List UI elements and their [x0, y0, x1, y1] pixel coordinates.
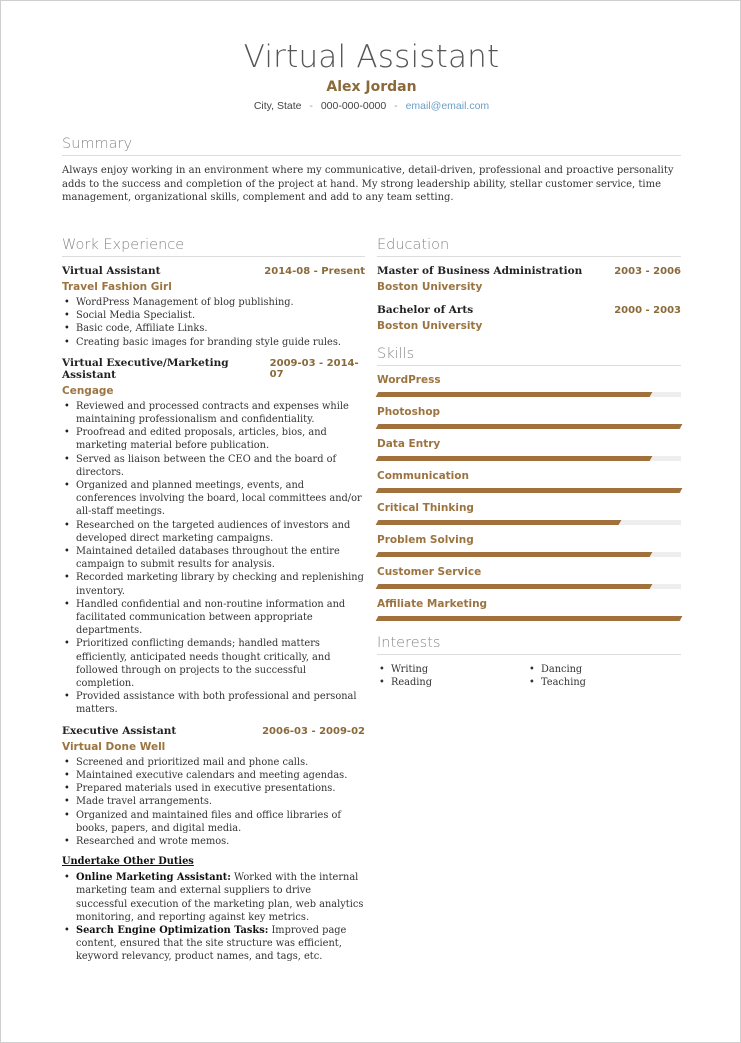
skills-list [377, 374, 681, 621]
skill-bar-fill [376, 552, 652, 557]
job-title: Virtual Assistant [62, 265, 161, 277]
job-entry [62, 725, 365, 848]
contact-separator: - [394, 100, 398, 112]
other-duties-heading: Undertake Other Duties [62, 856, 194, 868]
job-date: 2006-03 - 2009-02 [262, 725, 365, 737]
right-column [377, 237, 681, 689]
job-bullet: • Maintained detailed databases throughout the entire campaign to submit results for analysis. [62, 545, 365, 571]
education-list [377, 265, 681, 332]
job-date: 2009-03 - 2014-07 [269, 357, 359, 380]
contact-phone: 000-000-0000 [320, 100, 387, 112]
job-bullets [62, 756, 365, 848]
skill-name: Communication [377, 470, 469, 482]
job-bullet: • Researched and wrote memos. [62, 835, 365, 848]
education-degree: Bachelor of Arts [377, 304, 474, 316]
education-entry [377, 304, 681, 332]
skill-entry [377, 374, 681, 397]
job-bullet: • Made travel arrangements. [62, 795, 365, 808]
skill-entry [377, 502, 681, 525]
skill-entry [377, 406, 681, 429]
contact-line [1, 100, 741, 112]
education-heading: Education [377, 237, 681, 257]
skill-entry [377, 534, 681, 557]
skill-name: Data Entry [377, 438, 441, 450]
summary-text: Always enjoy working in an environment where my communicative, detail-driven, professional and proactive personality adds to the success and completion of the project at hand. My strong leadership ability, stellar customer service, time management, organizational skills, complement and add to any team setting. [62, 165, 674, 203]
job-bullet: • Provided assistance with both professional and personal matters. [62, 690, 365, 716]
summary-section [62, 136, 681, 205]
contact-email-link[interactable]: email@email.com [405, 100, 490, 112]
education-degree: Master of Business Administration [377, 265, 583, 277]
job-header [62, 265, 365, 277]
skill-entry [377, 598, 681, 621]
other-duty-item [62, 871, 365, 924]
skill-bar-fill [376, 520, 622, 525]
interests-list [377, 663, 681, 689]
education-date: 2000 - 2003 [614, 305, 681, 316]
job-title: Executive Assistant [62, 724, 177, 737]
skill-entry [377, 438, 681, 461]
skill-bar-fill [376, 616, 683, 621]
job-bullet: • WordPress Management of blog publishing. [62, 296, 365, 309]
job-bullets [62, 400, 365, 717]
summary-heading: Summary [62, 136, 681, 156]
job-bullet: • Reviewed and processed contracts and expenses while maintaining professionalism and confidentiality. [62, 400, 365, 426]
job-company: Cengage [62, 384, 114, 397]
skill-name: Photoshop [377, 406, 441, 418]
job-bullet: • Recorded marketing library by checking and replenishing inventory. [62, 571, 365, 597]
education-header [377, 304, 681, 316]
job-list [62, 265, 365, 848]
skill-entry [377, 470, 681, 493]
skill-bar-track [377, 488, 681, 493]
skill-bar-track [377, 456, 681, 461]
interests-column-1 [377, 663, 527, 689]
interest-item: • Dancing [527, 663, 677, 676]
resume-title: Virtual Assistant [243, 39, 500, 75]
job-bullet: • Prioritized conflicting demands; handled matters efficiently, anticipated needs thought critically, and followed through on projects to the successful completion. [62, 637, 365, 690]
job-bullet: • Maintained executive calendars and meeting agendas. [62, 769, 365, 782]
job-header [62, 357, 365, 381]
job-bullet: • Prepared materials used in executive presentations. [62, 782, 365, 795]
job-entry [62, 265, 365, 349]
job-entry [62, 357, 365, 717]
skill-name: Problem Solving [377, 534, 474, 546]
interest-item: • Teaching [527, 676, 677, 689]
job-bullet: • Organized and maintained files and office libraries of books, papers, and digital media. [62, 809, 365, 835]
other-duties-list [62, 871, 365, 963]
job-bullet: • Screened and prioritized mail and phone calls. [62, 756, 365, 769]
other-duty-text: Worked with the internal marketing team and external suppliers to drive successful execution of the marketing plan, web analytics monitoring, and reporting against key metrics. [76, 872, 364, 923]
other-duty-text: Improved page content, ensured that the site structure was efficient, keyword relevancy, product names, and tags, etc. [76, 924, 347, 963]
contact-separator: - [309, 100, 313, 112]
skill-name: Critical Thinking [377, 502, 474, 514]
skill-name: Affiliate Marketing [377, 598, 488, 610]
job-company: Travel Fashion Girl [62, 281, 172, 293]
skill-bar-fill [376, 456, 652, 461]
skill-bar-fill [376, 392, 652, 397]
skill-entry [377, 566, 681, 589]
contact-city: City, State [253, 100, 302, 112]
left-column [62, 237, 365, 964]
interest-item: • Reading [377, 676, 527, 689]
education-school: Boston University [377, 320, 483, 332]
job-bullet: • Proofread and edited proposals, articles, bios, and marketing material before publication. [62, 426, 365, 452]
job-bullet: • Handled confidential and non-routine information and facilitated communication between appropriate departments. [62, 598, 365, 638]
job-date: 2014-08 - Present [264, 266, 365, 277]
candidate-name: Alex Jordan [326, 79, 417, 95]
education-school: Boston University [377, 281, 483, 293]
education-header [377, 265, 681, 277]
job-company: Virtual Done Well [62, 740, 166, 753]
education-date: 2003 - 2006 [614, 266, 681, 277]
skills-heading: Skills [377, 346, 681, 366]
other-duty-label: Online Marketing Assistant: [76, 872, 231, 884]
job-title: Virtual Executive/Marketing Assistant [62, 356, 229, 381]
skill-bar-track [377, 520, 681, 525]
job-header [62, 725, 365, 737]
work-experience-heading: Work Experience [62, 237, 365, 257]
skill-bar-track [377, 584, 681, 589]
interests-heading: Interests [377, 635, 681, 655]
skill-bar-fill [376, 488, 683, 493]
skill-bar-track [377, 392, 681, 397]
job-bullet: • Creating basic images for branding style guide rules. [62, 336, 365, 349]
job-bullet: • Researched on the targeted audiences of investors and developed direct marketing campaigns. [62, 519, 365, 545]
other-duty-item [62, 924, 365, 964]
job-bullet: • Basic code, Affiliate Links. [62, 322, 365, 335]
interest-item: • Writing [377, 663, 527, 676]
skill-name: WordPress [377, 374, 441, 386]
job-bullets [62, 296, 365, 349]
skill-bar-track [377, 552, 681, 557]
skill-name: Customer Service [377, 566, 482, 578]
interests-column-2 [527, 663, 677, 689]
job-bullet: • Served as liaison between the CEO and the board of directors. [62, 453, 365, 479]
other-duty-label: Search Engine Optimization Tasks: [76, 924, 269, 936]
skill-bar-track [377, 616, 681, 621]
education-entry [377, 265, 681, 293]
skill-bar-track [377, 424, 681, 429]
skill-bar-fill [376, 584, 652, 589]
skill-bar-fill [376, 424, 683, 429]
job-bullet: • Social Media Specialist. [62, 309, 365, 322]
resume-header [1, 39, 741, 112]
job-bullet: • Organized and planned meetings, events, and conferences involving the board, local committees and/or all-staff meetings. [62, 479, 365, 519]
